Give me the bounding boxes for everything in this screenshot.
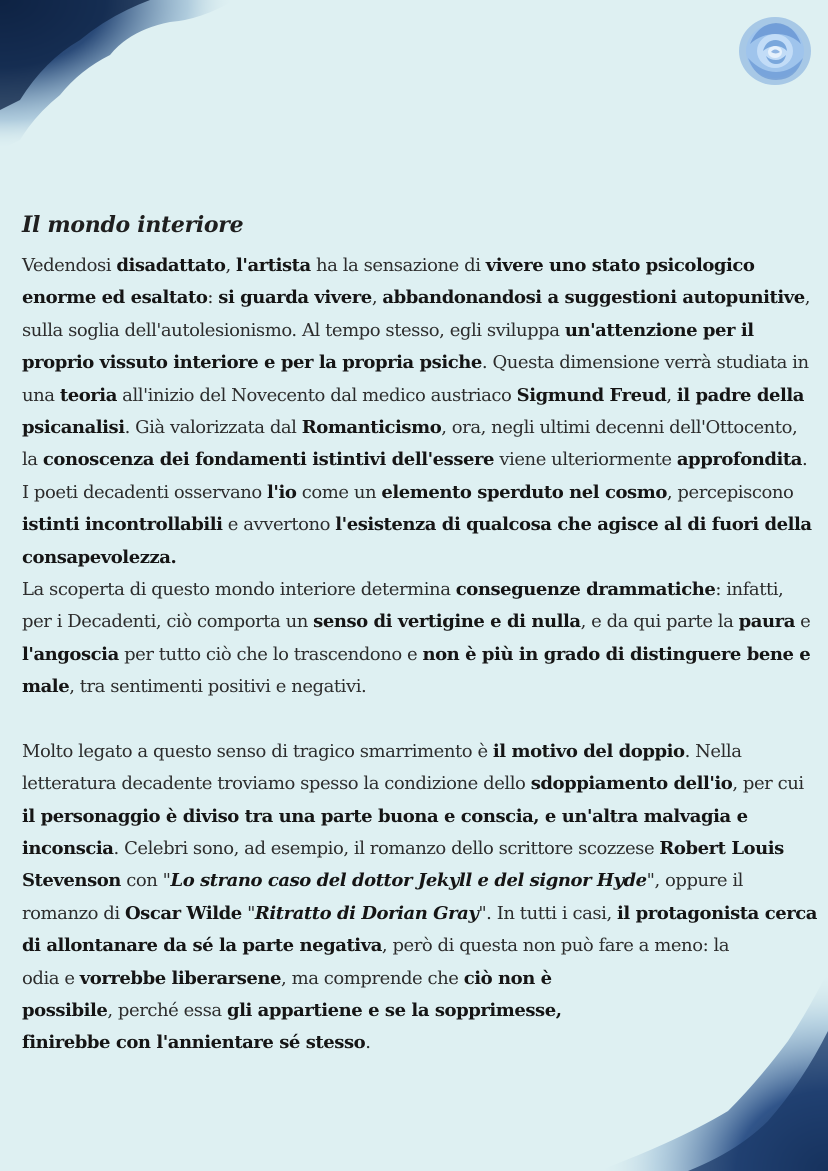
emphasis: si guarda vivere xyxy=(218,287,372,309)
text-run: come un xyxy=(296,481,382,503)
paragraph-double-motif xyxy=(22,736,818,1060)
text-run: . Celebri sono, ad esempio, il romanzo dello scrittore scozzese xyxy=(113,837,660,859)
emphasis: il protagonista cerca di allontanare da sé la parte negativa xyxy=(22,902,817,957)
text-run: . I poeti decadenti osservano xyxy=(22,449,808,503)
emphasis: teoria xyxy=(59,384,117,406)
emphasis: non è più in grado di distinguere bene e male xyxy=(22,643,811,698)
emphasis: il personaggio è diviso tra una parte buona e conscia, e un'altra malvagia e inconscia xyxy=(22,805,748,859)
text-run: , per cui xyxy=(732,773,804,795)
emphasis: Sigmund Freud xyxy=(516,384,667,406)
emphasis: il padre della psicanalisi xyxy=(22,384,804,439)
text-run: odia e xyxy=(22,967,80,989)
text-run: . Nella letteratura decadente troviamo spesso la condizione dello xyxy=(22,740,742,795)
book-title: Ritratto di Dorian Gray xyxy=(254,902,479,924)
emphasis: un'attenzione per il proprio vissuto interiore e per la propria psiche xyxy=(22,319,754,374)
emphasis: abbandonandosi a suggestioni autopunitive xyxy=(382,287,805,309)
text-run: . xyxy=(365,1032,371,1054)
emphasis: istinti incontrollabili xyxy=(22,514,223,536)
emphasis: l'angoscia xyxy=(22,643,119,665)
text-run: , sulla soglia dell'autolesionismo. Al tempo stesso, egli sviluppa xyxy=(22,287,811,341)
emphasis: paura xyxy=(738,611,795,633)
emphasis: approfondita xyxy=(676,449,803,471)
text-run: per tutto ciò che lo trascendono e xyxy=(118,643,423,665)
emphasis: conoscenza dei fondamenti istintivi dell'essere xyxy=(42,449,495,471)
emphasis: Oscar Wilde xyxy=(124,902,242,924)
emphasis: vorrebbe liberarsene xyxy=(79,967,282,989)
section-heading: Il mondo interiore xyxy=(22,212,244,238)
text-run: Vedendosi xyxy=(22,255,117,276)
emphasis: il motivo del doppio xyxy=(492,740,685,762)
emphasis: possibile xyxy=(22,999,108,1021)
text-run: , perché essa xyxy=(107,999,227,1021)
emphasis: vivere uno stato psicologico enorme ed esaltato xyxy=(22,255,755,309)
text-run: : xyxy=(207,287,219,309)
text-run: , tra sentimenti positivi e negativi. xyxy=(69,676,367,698)
emphasis: l'artista xyxy=(236,255,311,276)
emphasis: finirebbe con l'annientare sé stesso xyxy=(22,1032,366,1054)
article xyxy=(22,212,818,1060)
text-run: , e da qui parte la xyxy=(580,611,739,633)
text-run: " xyxy=(241,902,255,924)
blue-rose-icon xyxy=(736,14,814,88)
text-run: ", oppure il romanzo di xyxy=(22,870,743,924)
text-run: . Questa dimensione verrà studiata in una xyxy=(22,352,809,406)
text-run: all'inizio del Novecento dal medico austriaco xyxy=(116,384,517,406)
text-run: , xyxy=(666,384,677,406)
emphasis: disadattato xyxy=(116,255,226,276)
text-run: La scoperta di questo mondo interiore determina xyxy=(22,579,456,601)
emphasis: l'esistenza di qualcosa che agisce al di fuori della consapevolezza. xyxy=(22,514,812,568)
text-run: , ora, negli ultimi decenni dell'Ottocento, la xyxy=(22,417,798,471)
emphasis: gli appartiene e se la sopprimesse, xyxy=(226,999,562,1021)
text-run: viene ulteriormente xyxy=(494,449,677,471)
text-run: , però di questa non può fare a meno: la xyxy=(381,935,730,957)
text-run: con " xyxy=(120,870,171,892)
text-run: e avvertono xyxy=(222,514,336,536)
emphasis: senso di vertigine e di nulla xyxy=(313,611,581,633)
emphasis: ciò non è xyxy=(463,967,552,989)
emphasis: l'io xyxy=(267,481,297,503)
book-title: Lo strano caso del dottor Jekyll e del signor Hyde xyxy=(170,870,647,892)
emphasis: Robert Louis Stevenson xyxy=(22,837,784,892)
text-run: , ma comprende che xyxy=(281,967,464,989)
text-run: . Già valorizzata dal xyxy=(124,417,302,439)
watercolor-corner-top-left xyxy=(0,0,240,150)
emphasis: conseguenze drammatiche xyxy=(455,579,716,601)
emphasis: sdoppiamento dell'io xyxy=(530,773,733,795)
text-run: , percepiscono xyxy=(666,481,794,503)
text-run: e xyxy=(794,611,811,633)
text-run: : infatti, per i Decadenti, ciò comporta un xyxy=(22,579,784,633)
paragraph-interior-world xyxy=(22,250,818,704)
text-run: , xyxy=(371,287,383,309)
text-run: , xyxy=(225,255,237,276)
emphasis: elemento sperduto nel cosmo xyxy=(381,481,667,503)
emphasis: Romanticismo xyxy=(301,417,442,439)
text-run: Molto legato a questo senso di tragico smarrimento è xyxy=(22,740,493,762)
text-run: ". In tutti i casi, xyxy=(478,902,617,924)
text-run: ha la sensazione di xyxy=(310,255,486,276)
